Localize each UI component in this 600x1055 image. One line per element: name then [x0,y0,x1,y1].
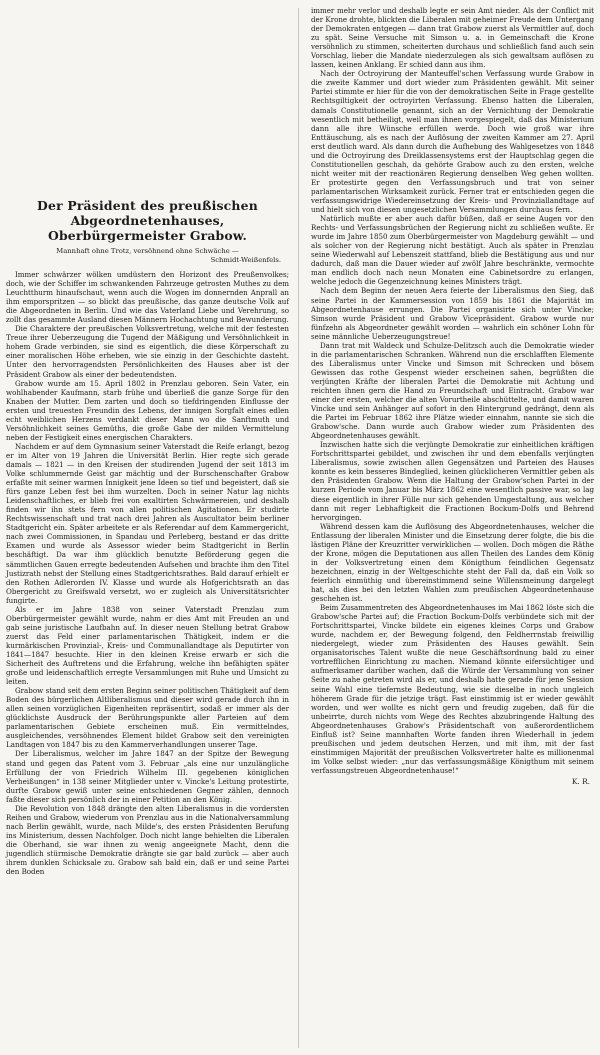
paragraph: Die Charaktere der preußischen Volksvertretung, welche mit der festesten Treue ihrer Ueberzeugung die Tugend der Mäßigung und Versöhnlichkeit in hohem Grade verbinden, sie sind es eigentlich, die diese Körperschaft zu einer moralischen Höhe erheben, wie sie einzig in der Geschichte dasteht. Unter den hervorragendsten Persönlichkeiten des Hauses aber ist der Präsident Grabow als einer der bedeutendsten. [6,324,289,379]
author-signature: K. R. [571,776,590,786]
paragraph: Natürlich mußte er aber auch dafür büßen, daß er seine Augen vor den Rechts- und Verfassungsbrüchen der Regierung nicht zu schließen wußte. Er wurde im Jahre 1850 zum Oberbürgermeister von Magdeburg gewählt — und als solcher von der Regierung nicht bestätigt. Auch als später in Prenzlau seine Wiederwahl auf Lebenszeit stattfand, blieb die Bestätigung aus und nur dadurch, daß man die Dauer wieder auf zwölf Jahre beschränkte, vermochte man endlich doch nach neun Monaten eine Cabinetsordre zu erlangen, welche jedoch die Gegenzeichnung keines Ministers trägt. [311,214,594,287]
article-title: Der Präsident des preußischen Abgeordnetenhauses, Oberbürgermeister Grabow. [37,198,258,243]
motto-attribution: Schmidt-Weißenfels. [210,255,281,264]
paragraph: Inzwischen hatte sich die verjüngte Demokratie zur einheitlichen kräftigen Fortschrittspartei gebildet, und zwischen ihr und dem ebenfalls verjüngten Liberalismus, sowie zwischen allen Gegensätzen und Parteien des Hauses konnte es kein besseres Bindeglied, keinen glücklicheren Vermittler geben als den Präsidenten Grabow. Wenn die Haltung der Grabow'schen Partei in der kurzen Periode vom Januar bis März 1862 eine wesentlich passive war, so lag diese eigentlich in ihrer Fülle nur sich gehenden Umgestaltung, aus welcher dann mit reger Lebhaftigkeit die Fractionen Bockum-Dolfs und Behrend hervorgingen. [311,440,594,522]
paragraph: Dann trat mit Waldeck und Schulze-Delitzsch auch die Demokratie wieder in die parlamentarischen Schranken. Während nun die erschlafften Elemente des Liberalismus unter Vincke und Simson mit Schrecken und bösem Gewissen das rothe Gespenst wieder erscheinen sahen, begrüßten die verjüngten Kräfte der liberalen Partei die Demokratie mit Achtung und reichten ihnen gern die Hand zu Freundschaft und Eintracht. Grabow war einer der ersten, welcher die alten Vorurtheile abschüttelte, und damit waren Vincke und sein Anhänger auf sofort in den Hintergrund gedrängt, denn als die Partei im Februar 1862 ihre Plätze wieder einnahm, nannte sie sich die Grabow'sche. Dann wurde auch Grabow wieder zum Präsidenten des Abgeordnetenhauses gewählt. [311,340,594,441]
paragraph: Grabow wurde am 15. April 1802 in Prenzlau geboren. Sein Vater, ein wohlhabender Kaufmann, starb frühe und überließ die ganze Sorge für den Knaben der Mutter. Dem zarten und doch so tiefdringenden Einflusse der ersten und treuesten Freundin des Lebens, der innigen Sorgfalt eines edlen echt weiblichen Herzens verdankt dieser Mann wo die Sanftmuth und Versöhnlichkeit seines Gemüths, die große Gabe der milden Vermittelung neben der Festigkeit eines energischen Charakters. [6,378,289,442]
right-column [311,6,594,786]
paragraph: Als er im Jahre 1838 von seiner Vaterstadt Prenzlau zum Oberbürgermeister gewählt wurde, nahm er dies Amt mit Freuden an und gab seine juristische Laufbahn auf. In dieser neuen Stellung betrat Grabow zuerst das Feld einer parlamentarischen Thätigkeit, indem er die kurmärkischen Provinzial-, Kreis- und Communallandtage als Deputirter von 1841—1847 besuchte. Hier in den kleinen Kreise erwarb er sich die Sicherheit des Auftretens und die Erfahrung, welche ihn befähigten später große und leidenschaftlich erregte Versammlungen mit Ruhe und Umsicht zu leiten. [6,604,289,687]
paragraph: Nach der Octroyirung der Manteuffel'schen Verfassung wurde Grabow in die zweite Kammer und dort wieder zum Präsidenten gewählt. Mit seiner Partei stimmte er hier für die von der demokratischen Seite in Frage gestellte Rechtsgiltigkeit der octroyirten Verfassung. Ebenso hatten die Liberalen, damals Constitutionelle genannt, sich an der Vernichtung der Demokratie wesentlich mit betheiligt, weil man ihnen vorgespiegelt, daß das Ministerium dann alle ihre Wünsche erfüllen werde. Doch wie groß war ihre Enttäuschung, als es nach der Auflösung der zweiten Kammer am 27. April erst deutlich ward. Als dann durch die Aufhebung des Wahlgesetzes von 1848 und die Octroyirung des Dreiklassensystems erst der Hauptschlag gegen die Constitutionellen geschah, da gehörte Grabow auch zu den ersten, welche nicht weiter mit der reactionären Regierung denselben Weg gehen wollten. Er protestirte gegen den Verfassungsbruch und trat von seiner parlamentarischen Wirksamkeit zurück. Ferner trat er entschieden gegen die verfassungswidrige Wiedereinsetzung der Kreis- und Provinziallandtage auf und hielt sich von diesen ungesetzlichen Versammlungen durchaus fern. [311,69,594,215]
paragraph: Nach dem Beginn der neuen Aera feierte der Liberalismus den Sieg, daß seine Partei in der Kammersession von 1859 bis 1861 die Majorität im Abgeordnetenhause errungen. Die Partei organisirte sich unter Vincke; Simson wurde Präsident und Grabow Vicepräsident. Grabow wurde nur fünfzehn als Abgeordneter gewählt worden — wahrlich ein schöner Lohn für seine männliche Ueberzeugungstreue! [311,286,594,341]
column-divider [298,8,299,1048]
paragraph: Immer schwärzer wölken umdüstern den Horizont des Preußenvolkes; doch, wie der Schiffer im schwankenden Fahrzeuge getrosten Muthes zu dem Leuchtthurm hinaufschaut, wenn auch die Wogen im donnernden Anprall an ihm emporspritzen — so blickt das preußische, das ganze deutsche Volk auf die Abgeordneten in Berlin. Und wie das Vaterland Liebe und Verehrung, so zollt das gesammte Ausland diesen Männern Hochachtung und Bewunderung. [6,270,289,325]
left-column [6,198,289,876]
paragraph: Während dessen kam die Auflösung des Abgeordnetenhauses, welcher die Entlassung der liberalen Minister und die Einsetzung derer folgte, die bis die lästigen Pläne der Kreuzritter verwirklichen — wollen. Doch mögen die Räthe der Krone, mögen die Deputationen aus allen Theilen des Landes dem König in der Volksvertretung einen dem Königthum feindlichen Gegensatz bezeichnen, einzig in der Weltgeschichte steht der Fall da, daß ein Volk so feierlich einmüthig und übereinstimmend seine Willensmeinung dargelegt hat, als dies bei den letzten Wahlen zum preußischen Abgeordnetenhause geschehen ist. [311,521,594,604]
paragraph: Der Liberalismus, welcher im Jahre 1847 an der Spitze der Bewegung stand und gegen das Patent vom 3. Februar „als eine nur unzulängliche Erfüllung der von Friedrich Wilhelm III. gegebenen königlichen Verheißungen“ in 138 seiner Mitglieder unter v. Vincke's Leitung protestirte, durfte Grabow gewiß unter seine entschiedenen Gegner zählen, dennoch faßte dieser sich persönlich der in einer Petition an den König. [6,749,289,804]
article-motto: Mannhaft ohne Trotz, versöhnend ohne Schwäche — [56,247,239,255]
paragraph: Grabow stand seit dem ersten Beginn seiner politischen Thätigkeit auf dem Boden des bürgerlichen Altliberalismus und dieser wird gerade durch ihn in allen seinen vorzüglichen Eigenheiten repräsentirt, sodaß er immer als der glücklichste Ausdruck der Berührungspunkte aller Parteien auf dem parlamentarischen Gebiete erscheinen muß. Ein vermittelndes, ausgleichendes, versöhnendes Element bildet Grabow seit den vereinigten Landtagen von 1847 bis zu den Kammerverhandlungen unserer Tage. [6,686,289,750]
paragraph: Beim Zusammentreten des Abgeordnetenhauses im Mai 1862 löste sich die Grabow'sche Partei auf; die Fraction Bockum-Dolfs verbündete sich mit der Fortschrittspartei, Vincke bildete ein eigenes kleines Corps und Grabow wurde, nachdem er, der Bewegung folgend, den Feldherrnstab freiwillig niedergelegt, wieder zum Präsidenten des Hauses gewählt. Sein organisatorisches Talent wußte die neue Geschäftsordnung bald zu einer vortrefflichen Einrichtung zu machen. Niemand könnte eifersüchtiger und aufmerksamer darüber wachen, daß die Würde der Versammlung von seiner Seite zu nahe getreten wird als er, und deshalb hatte gerade für jene Session seine Wahl eine tiefernste Bedeutung, wie sie dieselbe in noch ungleich höherem Grade für die jetzige trägt. Fast einstimmig ist er wieder gewählt worden, und wer wollte es nicht gern und freudig zugeben, daß für die unbeirrte, durch nichts vom Wege des Rechtes abzubringende Haltung des Abgeordnetenhauses Grabow's Präsidentschaft von außerordentlichem Einfluß ist? Seine mannhaften Worte fanden ihren Wiederhall in jedem preußischen und jedem deutschen Herzen, und mit ihm, mit der fast einstimmigen Majorität der preußischen Volksvertreter halte es millionenmal im Volke selbst wieder: „nur das verfassungsmäßige Königthum mit seinem verfassungstreuen Abgeordnetenhause!“ [311,603,594,775]
paragraph: Nachdem er auf dem Gymnasium seiner Vaterstadt die Reife erlangt, bezog er im Alter von 19 Jahren die Universität Berlin. Hier regte sich gerade damals — 1821 — in den Kreisen der studirenden Jugend der seit 1813 im Volke schlummernde Geist gar mächtig und der Burschenschafter Grabow erfaßte mit seiner warmen Innigkeit jene Ideen so tief und begeistert, daß sie fürs ganze Leben fest bei ihm wurzelten. Doch in seiner Natur lag nichts Leidenschaftliches, er blieb frei von exaltirten Schwärmereien, und deshalb finden wir ihn stets fern von allen politischen Agitationen. Er studirte Rechtswissenschaft und trat nach drei Jahren als Auscultator beim berliner Stadtgericht ein. Später arbeitete er als Referendar auf dem Kammergericht, nach zwei Commissionen, in Spandau und Perleberg, bestand er das dritte Examen und wurde als Assessor wieder beim Stadtgericht in Berlin beschäftigt. Da war ihm glücklich benutzte Beförderung gegen die sämmtlichen Gauen erregte bedeutenden Aufsehen und brachte ihm den Titel Justizrath nebst der Stellung eines Stadtgerichtsrathes. Bald darauf erhielt er den Rothen Adlerorden IV. Klasse und wurde als Hofgerichtsrath an das Obergericht zu Greifswald versetzt, wo er zugleich als Universitätsrichter fungirte. [6,441,289,605]
paragraph: immer mehr verlor und deshalb legte er sein Amt nieder. Als der Conflict mit der Krone drohte, blickten die Liberalen mit geheimer Freude dem Untergang der Demokraten entgegen — dann trat Grabow zuerst als Vermittler auf, doch zu spät. Seine Versuche mit Simson u. a. in Gemeinschaft die Krone versöhnlich zu stimmen, scheiterten durchaus und schließlich fand auch sein Vorschlag, lieber die Mandate niederzulegen als sich gewaltsam auflösen zu lassen, keinen Anklang. Er schied dann aus ihm. [311,6,594,70]
paragraph: Die Revolution von 1848 drängte den alten Liberalismus in die vordersten Reihen und Grabow, wiederum von Prenzlau aus in die Nationalversammlung nach Berlin gewählt, wurde, nach Milde's, des ersten Präsidenten Berufung ins Ministerium, dessen Nachfolger. Doch nicht lange behielten die Liberalen die Oberhand, sie war ihnen zu wenig angeeignete Macht, denn die jugendlich stürmische Demokratie drängte sie gar bald zurück — aber auch ihrem dunklen Schicksale zu. Grabow sah bald ein, daß er und seine Partei den Boden [6,803,289,877]
